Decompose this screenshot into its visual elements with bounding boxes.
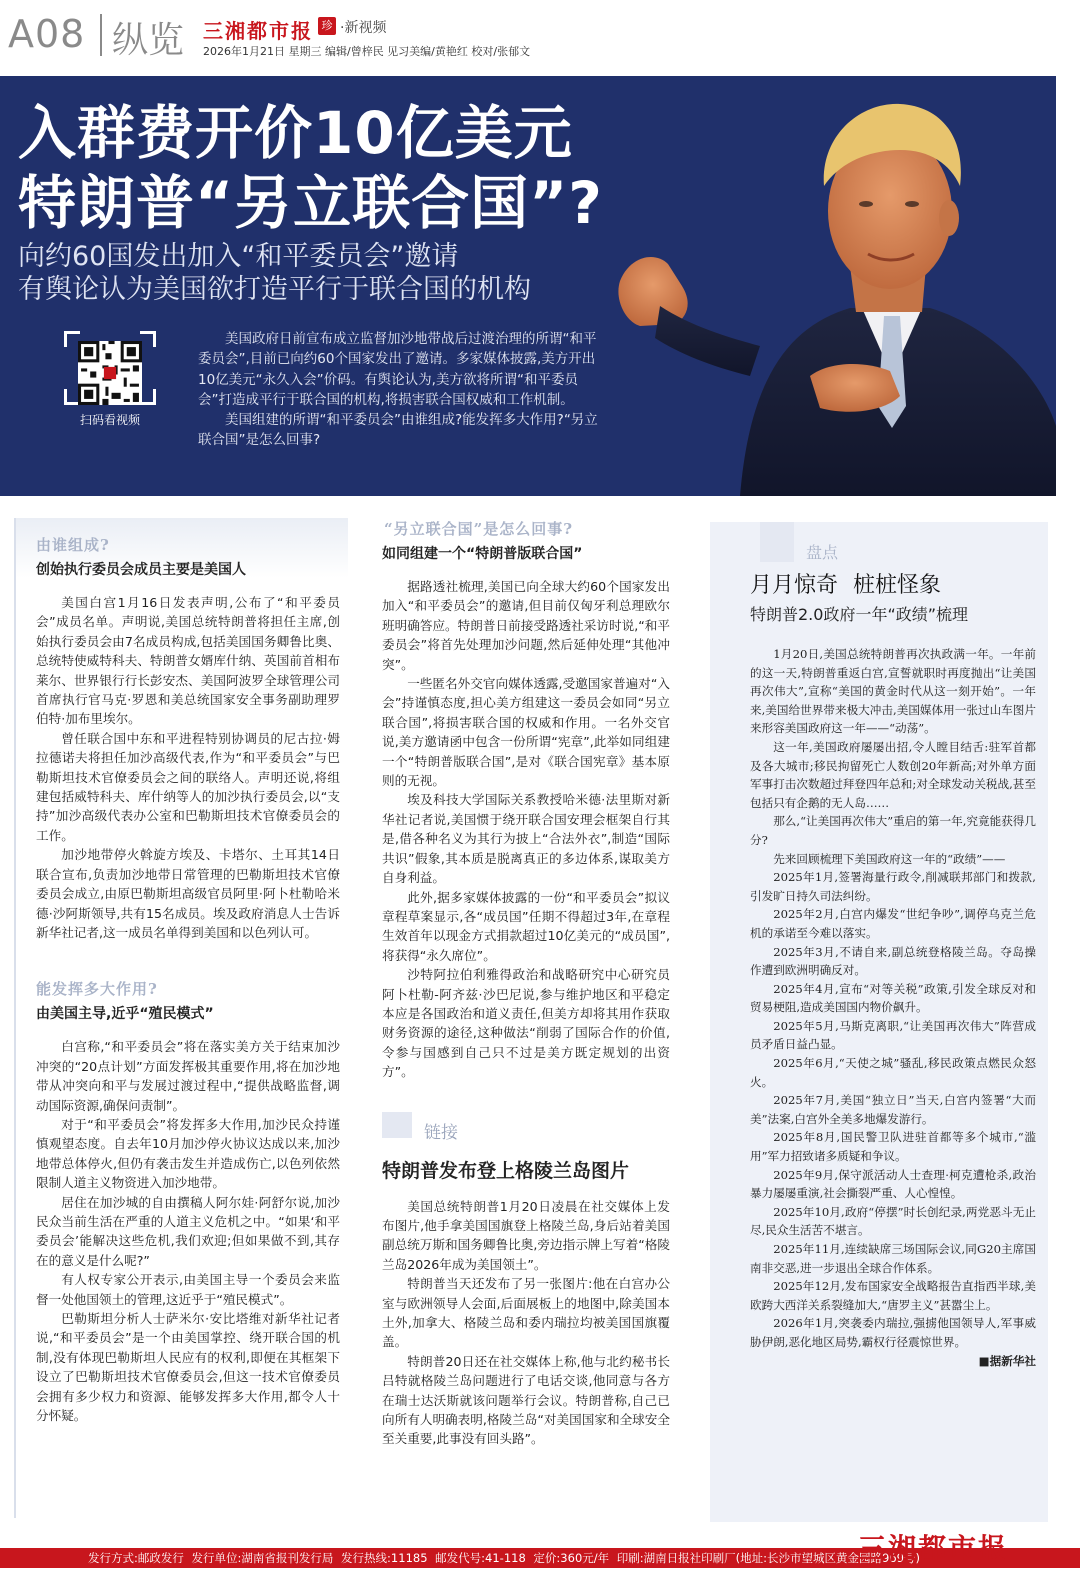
sidebar-paragraph: 这一年,美国政府屡屡出招,令人瞠目结舌:驻军首都及各大城市;移民拘留死亡人数创20年新高;对外单方面军事打击次数超过拜登四年总和;对全球发动关税战,甚至包括只有企鹅的无人岛……: [750, 739, 1036, 810]
tag-block-icon: [760, 522, 794, 562]
sidebar-subtitle: 特朗普2.0政府一年“政绩”梳理: [750, 605, 969, 624]
link-tag-label: 链接: [424, 1122, 458, 1143]
sidebar-tag: 盘点: [806, 543, 839, 562]
sidebar-paragraph: 1月20日,美国总统特朗普再次执政满一年。一年前的这一天,特朗普重返白宫,宣誓就职时再度抛出“让美国再次伟大”,宣称“美国的黄金时代从这一刻开始”。一年来,美国给世界带来极大冲击,美国媒体用一张过山车图片来形容美国政府这一年——“动荡”。: [750, 647, 1036, 736]
article-paragraph: 美国总统特朗普1月20日凌晨在社交媒体上发布图片,他手拿美国国旗登上格陵兰岛,身后站着美国副总统万斯和国务卿鲁比奥,旁边指示牌上写着“格陵兰岛2026年成为美国领土”。: [382, 1198, 670, 1272]
link-title: 特朗普发布登上格陵兰岛图片: [382, 1159, 630, 1182]
sidebar-paragraph: 2025年12月,发布国家安全战略报告直指西半球,美欧跨大西洋关系裂缝加大,“唐罗主义”甚嚣尘上。: [750, 1279, 1036, 1312]
article-paragraph: 对于“和平委员会”将发挥多大作用,加沙民众持谨慎观望态度。自去年10月加沙停火协议达成以来,加沙地带总体停火,但仍有袭击发生并造成伤亡,以色列依然限制人道主义物资进入加沙地带。: [36, 1116, 340, 1191]
dateline: 2026年1月21日 星期三 编辑/曾梓民 见习美编/黄艳红 校对/张郁文: [203, 45, 531, 58]
masthead: [0, 0, 1080, 76]
lead-paragraph: 美国组建的所谓“和平委员会”由谁组成?能发挥多大作用?“另立联合国”是怎么回事?: [198, 412, 598, 449]
sidebar-paragraph: 2025年7月,美国“独立日”当天,白宫内签署“大而美”法案,白宫外全美多地爆发游行。: [750, 1093, 1036, 1126]
sidebar-paragraph: 2025年3月,不请自来,副总统登格陵兰岛。夺岛操作遭到欧洲明确反对。: [750, 944, 1036, 978]
section-kicker: 能发挥多大作用?: [36, 980, 158, 999]
qr-code-block[interactable]: [64, 331, 156, 435]
page-number: A08: [8, 12, 86, 56]
article-paragraph: 此外,据多家媒体披露的一份“和平委员会”拟议章程草案显示,各“成员国”任期不得超过3年,在章程生效首年以现金方式捐款超过10亿美元的“成员国”,将获得“永久席位”。: [382, 889, 670, 963]
section-subtitle: 由美国主导,近乎“殖民模式”: [36, 1006, 214, 1023]
article-paragraph: 特朗普20日还在社交媒体上称,他与北约秘书长吕特就格陵兰岛问题进行了电话交谈,他同意与各方在瑞士达沃斯就该问题举行会议。特朗普称,自己已向所有人明确表明,格陵兰岛“对美国国家和全球安全至关重要,此事没有回头路”。: [382, 1353, 670, 1447]
section-kicker: “另立联合国”是怎么回事?: [384, 520, 574, 538]
article-paragraph: 埃及科技大学国际关系教授哈米德·法里斯对新华社记者说,美国惯于绕开联合国安理会框架自行其是,借各种名义为其行为披上“合法外衣”,制造“国际共识”假象,其本质是脱离真正的多边体系,谋取美方自身利益。: [382, 792, 670, 886]
lead-paragraph: 美国政府日前宣布成立监督加沙地带战后过渡治理的所谓“和平委员会”,目前已向约60个国家发出了邀请。多家媒体披露,美方开出10亿美元“永久入会”价码。有舆论认为,美方欲将所谓“和平委员会”打造成平行于联合国的机构,将损害联合国权威和工作机制。: [198, 331, 597, 408]
brand-logo: 三湘都市报: [203, 19, 313, 43]
brand-subtitle: ·新视频: [340, 20, 387, 36]
brand-badge: 珍: [318, 17, 336, 35]
sidebar-paragraph: 2025年9月,保守派活动人士查理·柯克遭枪杀,政治暴力屡屡重演,社会撕裂严重、人心惶惶。: [750, 1167, 1036, 1201]
qr-corner: [140, 331, 156, 347]
section-kicker: 由谁组成?: [36, 536, 110, 554]
sidebar-paragraph: 先来回顾梳理下美国政府这一年的“政绩”——: [773, 851, 1006, 866]
sidebar-paragraph: 2025年11月,连续缺席三场国际会议,同G20主席国南非交恶,进一步退出全球合作体系。: [750, 1242, 1036, 1275]
headline: [18, 98, 603, 238]
sidebar-paragraph: 2026年1月,突袭委内瑞拉,强掳他国领导人,军事威胁伊朗,恶化地区局势,霸权行径震惊世界。: [750, 1316, 1036, 1349]
article-paragraph: 特朗普当天还发布了另一张图片:他在白宫办公室与欧洲领导人会面,后面展板上的地图中,除美国本土外,加拿大、格陵兰岛和委内瑞拉均被美国国旗覆盖。: [382, 1276, 670, 1350]
section-subtitle: 如同组建一个“特朗普版联合国”: [382, 546, 583, 562]
source-credit: ■据新华社: [978, 1353, 1036, 1368]
article-paragraph: 一些匿名外交官向媒体透露,受邀国家普遍对“入会”持谨慎态度,担心美方组建这一委员会如同“另立联合国”,将损害联合国的权威和作用。一名外交官说,美方邀请函中包含一份所谓“宪章”,此举如同组建一个“特朗普版联合国”,是对《联合国宪章》基本原则的无视。: [382, 676, 670, 789]
lead-text: [198, 329, 598, 451]
article-paragraph: 美国白宫1月16日发表声明,公布了“和平委员会”成员名单。声明说,美国总统特朗普将担任主席,创始执行委员会由7名成员构成,包括美国国务卿鲁比奥、总统特使威特科夫、特朗普女婿库什纳、英国前首相布莱尔、世界银行行长彭安杰、美国阿波罗全球管理公司首席执行官马克·罗恩和美总统国家安全事务副助理罗伯特·加布里埃尔。: [36, 595, 340, 727]
sidebar-paragraph: 2025年6月,“天使之城”骚乱,移民政策点燃民众怒火。: [750, 1056, 1036, 1089]
sidebar-paragraph: 2025年4月,宣布“对等关税”政策,引发全球反对和贸易梗阻,造成美国国内物价飙升。: [750, 981, 1036, 1015]
article-paragraph: 巴勒斯坦分析人士萨米尔·安比塔维对新华社记者说,“和平委员会”是一个由美国掌控、绕开联合国的机制,没有体现巴勒斯坦人民应有的权利,即便在其框架下设立了巴勒斯坦技术官僚委员会,但这一技术官僚委员会拥有多少权力和资源、能够发挥多大作用,都令人十分怀疑。: [36, 1311, 340, 1424]
sidebar-review: [710, 522, 1048, 1522]
headline-line: 入群费开价10亿美元: [18, 99, 573, 167]
section-name: 纵览: [112, 20, 185, 61]
sidebar-paragraph: 2025年1月,签署海量行政令,削减联邦部门和拨款,引发旷日持久司法纠纷。: [750, 870, 1036, 903]
qr-corner: [140, 389, 156, 405]
article-paragraph: 沙特阿拉伯利雅得政治和战略研究中心研究员阿卜杜勒-阿齐兹·沙巴尼说,参与维护地区和平稳定本应是各国政治和道义责任,但美方却将其用作获取财务资源的途径,这种做法“削弱了国际合作的价值,令参与国感到自己只不过是美方既定规划的出资方”。: [382, 967, 670, 1080]
masthead-divider: [100, 14, 102, 56]
hero-banner: [0, 76, 1056, 496]
column-who: [14, 518, 348, 1518]
article-paragraph: 白宫称,“和平委员会”将在落实美方关于结束加沙冲突的“20点计划”方面发挥极其重要作用,将在加沙地带从冲突向和平与发展过渡过程中,“提供战略监督,调动国际资源,确保问责制”。: [36, 1039, 340, 1113]
article-paragraph: 居住在加沙城的自由撰稿人阿尔娃·阿舒尔说,加沙民众当前生活在严重的人道主义危机之中。“如果‘和平委员会’能解决这些危机,我们欢迎;但如果做不到,其存在的意义是什么呢?”: [36, 1194, 340, 1268]
footer-info: 发行方式:邮政发行 发行单位:湖南省报刊发行局 发行热线:11185 邮发代号:41-118 定价:360元/年 印刷:湖南日报社印刷厂(地址:长沙市望城区黄金园路969号): [88, 1551, 920, 1565]
subheadline: [18, 240, 531, 306]
qr-label: 扫码看视频: [79, 413, 140, 427]
tag-block-icon: [382, 1112, 412, 1138]
portrait-photo: [600, 76, 1056, 496]
sidebar-title: 月月惊奇 桩桩怪象: [750, 573, 941, 598]
footer-logo: 三湘都市报: [858, 1532, 1009, 1565]
column-rule: [14, 518, 16, 1518]
headline-line: 特朗普“另立联合国”?: [18, 169, 603, 237]
sidebar-paragraph: 2025年5月,马斯克离职,“让美国再次伟大”阵营成员矛盾日益凸显。: [750, 1018, 1036, 1052]
subhead-line: 向约60国发出加入“和平委员会”邀请: [18, 241, 459, 272]
article-paragraph: 有人权专家公开表示,由美国主导一个委员会来监督一处他国领土的管理,这近乎于“殖民模式”。: [36, 1272, 340, 1307]
sidebar-paragraph: 那么,“让美国再次伟大”重启的第一年,究竟能获得几分?: [750, 814, 1036, 847]
sidebar-paragraph: 2025年2月,白宫内爆发“世纪争吵”,调停乌克兰危机的承诺至今难以落实。: [750, 907, 1036, 940]
article-paragraph: 据路透社梳理,美国已向全球大约60个国家发出加入“和平委员会”的邀请,但目前仅匈牙利总理欧尔班明确答应。特朗普日前接受路透社采访时说,“和平委员会”将首先处理加沙问题,然后延伸处理“其他冲突”。: [382, 579, 670, 672]
sidebar-paragraph: 2025年8月,国民警卫队进驻首都等多个城市,“滥用”军力招致诸多质疑和争议。: [750, 1130, 1036, 1164]
column-un: [382, 518, 670, 1449]
subhead-line: 有舆论认为美国欲打造平行于联合国的机构: [18, 274, 531, 305]
sidebar-paragraph: 2025年10月,政府“停摆”时长创纪录,两党恶斗无止尽,民众生活苦不堪言。: [750, 1204, 1036, 1238]
section-subtitle: 创始执行委员会成员主要是美国人: [36, 562, 246, 578]
article-paragraph: 加沙地带停火斡旋方埃及、卡塔尔、土耳其14日联合宣布,负责加沙地带日常管理的巴勒斯坦技术官僚委员会成立,由原巴勒斯坦高级官员阿里·阿卜杜勒哈米德·沙阿斯领导,共有15名成员。埃及政府消息人士告诉新华社记者,这一成员名单得到美国和以色列认可。: [36, 847, 340, 940]
qr-code-icon[interactable]: [78, 341, 142, 405]
link-tag: [382, 1112, 670, 1152]
article-paragraph: 曾任联合国中东和平进程特别协调员的尼古拉·姆拉德诺夫将担任加沙高级代表,作为“和平委员会”与巴勒斯坦技术官僚委员会之间的联络人。声明还说,将组建包括威特科夫、库什纳等人的加沙执行委员会,以“支持”加沙高级代表办公室和巴勒斯坦技术官僚委员会的工作。: [36, 730, 340, 843]
